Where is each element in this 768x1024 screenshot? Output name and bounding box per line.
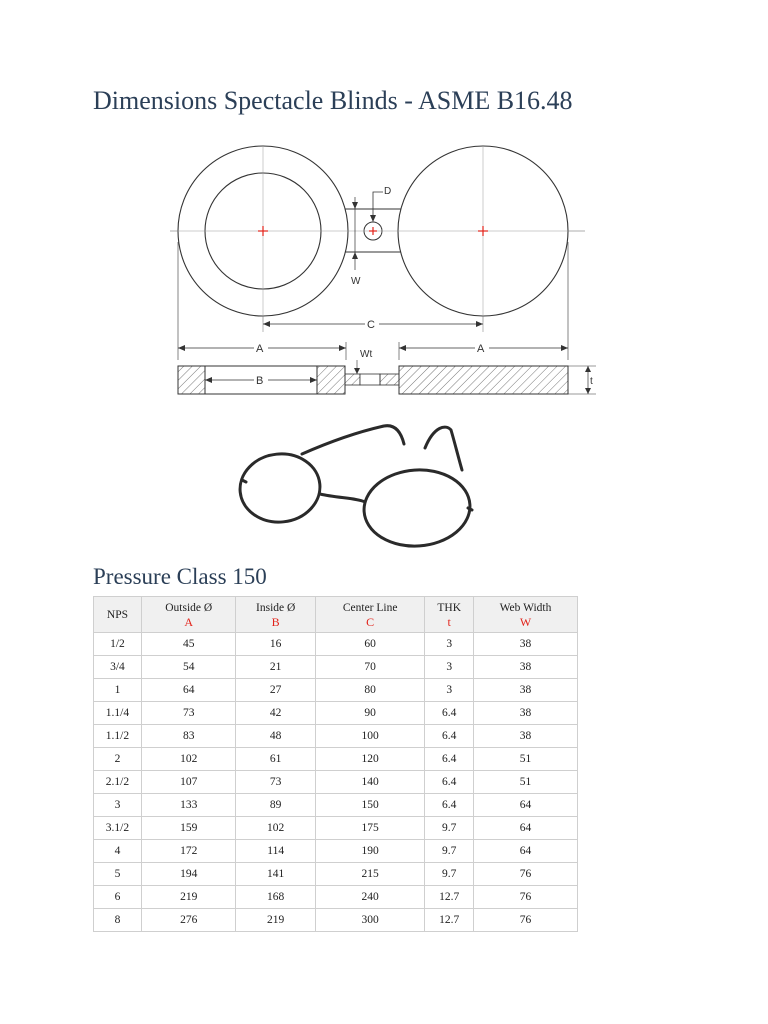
table-cell: 27	[236, 679, 315, 702]
table-cell: 1/2	[94, 633, 142, 656]
table-cell: 6.4	[425, 702, 474, 725]
section-web-hole	[360, 374, 380, 385]
table-cell: 6	[94, 886, 142, 909]
section-title: Pressure Class 150	[93, 564, 267, 589]
label-t: t	[590, 376, 593, 387]
table-cell: 3	[425, 656, 474, 679]
column-header-label: Center Line	[342, 601, 398, 614]
section-web-1	[345, 374, 360, 385]
table-cell: 1.1/2	[94, 725, 142, 748]
table-cell: 102	[236, 817, 315, 840]
table-cell: 76	[474, 886, 578, 909]
table-cell: 219	[141, 886, 236, 909]
table-cell: 4	[94, 840, 142, 863]
c-arrow-left-icon	[263, 321, 270, 327]
table-cell: 133	[141, 794, 236, 817]
column-header-letter: A	[184, 614, 194, 629]
column-header	[141, 597, 236, 633]
table-cell: 190	[315, 840, 425, 863]
table-cell: 90	[315, 702, 425, 725]
table-cell: 51	[474, 748, 578, 771]
column-header-label: NPS	[106, 608, 129, 621]
table-cell: 215	[315, 863, 425, 886]
table-cell: 9.7	[425, 817, 474, 840]
table-row	[94, 656, 578, 679]
table-cell: 100	[315, 725, 425, 748]
table-cell: 51	[474, 771, 578, 794]
right-lens	[361, 466, 472, 549]
page-title: Dimensions Spectacle Blinds - ASME B16.48	[93, 86, 573, 115]
label-a-right: A	[477, 343, 485, 355]
a-right-arrow-r-icon	[561, 345, 568, 351]
table-cell: 64	[474, 817, 578, 840]
c-arrow-right-icon	[476, 321, 483, 327]
table-cell: 159	[141, 817, 236, 840]
wt-arrow-icon	[354, 368, 360, 374]
column-header-label: Web Width	[499, 601, 552, 614]
dimensions-table	[93, 596, 578, 932]
table-cell: 6.4	[425, 771, 474, 794]
table-cell: 38	[474, 702, 578, 725]
table-cell: 73	[141, 702, 236, 725]
column-header-letter: B	[271, 614, 280, 629]
table-cell: 38	[474, 725, 578, 748]
table-cell: 150	[315, 794, 425, 817]
table-cell: 140	[315, 771, 425, 794]
t-arrow-bottom-icon	[585, 388, 591, 394]
table-cell: 48	[236, 725, 315, 748]
label-wt: Wt	[360, 349, 373, 360]
table-header	[94, 597, 578, 633]
table-cell: 60	[315, 633, 425, 656]
table-cell: 3	[425, 633, 474, 656]
left-lens	[237, 450, 324, 526]
table-row	[94, 886, 578, 909]
table-cell: 3	[94, 794, 142, 817]
section-web-2	[380, 374, 399, 385]
table-cell: 6.4	[425, 748, 474, 771]
right-temple	[425, 427, 462, 470]
table-cell: 102	[141, 748, 236, 771]
table-cell: 64	[474, 794, 578, 817]
table-cell: 76	[474, 909, 578, 932]
table-cell: 141	[236, 863, 315, 886]
table-row	[94, 794, 578, 817]
table-cell: 64	[141, 679, 236, 702]
table-cell: 42	[236, 702, 315, 725]
table-cell: 64	[474, 840, 578, 863]
table-row	[94, 679, 578, 702]
table-cell: 38	[474, 633, 578, 656]
table-cell: 120	[315, 748, 425, 771]
t-arrow-top-icon	[585, 366, 591, 372]
table-cell: 6.4	[425, 794, 474, 817]
table-cell: 54	[141, 656, 236, 679]
table-cell: 16	[236, 633, 315, 656]
table-row	[94, 748, 578, 771]
w-arrow-top-icon	[352, 202, 358, 209]
table-row	[94, 633, 578, 656]
label-c: C	[367, 319, 375, 331]
table-cell: 172	[141, 840, 236, 863]
table-body	[94, 633, 578, 932]
spectacles-illustration	[232, 418, 482, 553]
column-header-letter: W	[519, 614, 532, 629]
section-right-blind	[399, 366, 568, 394]
spectacle-blind-drawing	[170, 142, 600, 404]
table-cell: 1.1/4	[94, 702, 142, 725]
table-cell: 175	[315, 817, 425, 840]
table-cell: 38	[474, 656, 578, 679]
column-header-letter: t	[447, 614, 451, 629]
table-cell: 276	[141, 909, 236, 932]
table-row	[94, 771, 578, 794]
header-row	[94, 597, 578, 633]
table-row	[94, 725, 578, 748]
column-header	[236, 597, 315, 633]
label-d: D	[384, 186, 392, 197]
table-cell: 3.1/2	[94, 817, 142, 840]
table-cell: 9.7	[425, 863, 474, 886]
a-right-arrow-l-icon	[399, 345, 406, 351]
bridge	[320, 494, 365, 502]
table-cell: 73	[236, 771, 315, 794]
w-arrow-bottom-icon	[352, 252, 358, 259]
table-cell: 114	[236, 840, 315, 863]
table-row	[94, 909, 578, 932]
table-cell: 83	[141, 725, 236, 748]
a-left-arrow-r-icon	[339, 345, 346, 351]
table-row	[94, 817, 578, 840]
column-header-label: Outside Ø	[165, 601, 213, 614]
table-cell: 89	[236, 794, 315, 817]
table-row	[94, 840, 578, 863]
table-row	[94, 702, 578, 725]
table-row	[94, 863, 578, 886]
table-cell: 219	[236, 909, 315, 932]
left-end-piece	[242, 480, 246, 482]
table-cell: 2.1/2	[94, 771, 142, 794]
label-b: B	[256, 375, 264, 387]
column-header	[474, 597, 578, 633]
table-cell: 21	[236, 656, 315, 679]
table-cell: 70	[315, 656, 425, 679]
column-header	[425, 597, 474, 633]
table-cell: 76	[474, 863, 578, 886]
table-cell: 1	[94, 679, 142, 702]
table-cell: 107	[141, 771, 236, 794]
label-w: W	[351, 276, 361, 287]
table-cell: 240	[315, 886, 425, 909]
table-cell: 194	[141, 863, 236, 886]
table-cell: 3/4	[94, 656, 142, 679]
label-a-left: A	[256, 343, 264, 355]
column-header	[315, 597, 425, 633]
table-cell: 38	[474, 679, 578, 702]
table-cell: 8	[94, 909, 142, 932]
right-end-piece	[468, 508, 472, 510]
table-cell: 9.7	[425, 840, 474, 863]
table-cell: 80	[315, 679, 425, 702]
table-cell: 12.7	[425, 909, 474, 932]
column-header	[94, 597, 142, 633]
table-cell: 6.4	[425, 725, 474, 748]
section-left-hatch-2	[317, 366, 345, 394]
column-header-letter: C	[366, 614, 375, 629]
table-cell: 61	[236, 748, 315, 771]
a-left-arrow-l-icon	[178, 345, 185, 351]
table-cell: 300	[315, 909, 425, 932]
section-left-hatch-1	[178, 366, 205, 394]
table-cell: 168	[236, 886, 315, 909]
table-cell: 3	[425, 679, 474, 702]
table-cell: 2	[94, 748, 142, 771]
column-header-label: Inside Ø	[256, 601, 296, 614]
column-header-label: THK	[437, 601, 462, 614]
table-cell: 45	[141, 633, 236, 656]
table-cell: 12.7	[425, 886, 474, 909]
table-cell: 5	[94, 863, 142, 886]
left-temple	[302, 426, 404, 454]
